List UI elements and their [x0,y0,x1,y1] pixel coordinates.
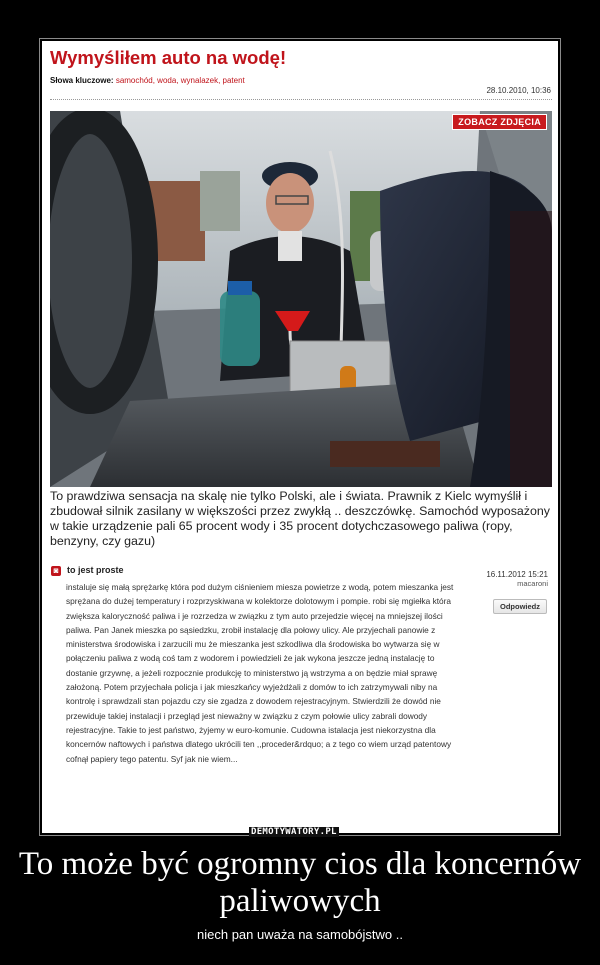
demotivator-frame [42,41,558,833]
comment-icon: ◙ [51,566,61,576]
keywords-links[interactable]: samochód, woda, wynalazek, patent [115,76,245,85]
keywords-label: Słowa kluczowe: [50,76,114,85]
demotivator-subline: niech pan uważa na samobójstwo .. [197,927,403,942]
article-date: 28.10.2010, 10:36 [486,86,551,95]
article-title[interactable]: Wymyśliłem auto na wodę! [50,47,287,68]
reply-button[interactable]: Odpowiedz [493,599,547,614]
article-photo[interactable] [50,111,552,487]
keywords-line [50,76,245,85]
car-interior-photo [50,111,552,487]
comment-author: to jest proste [67,565,124,575]
divider [50,99,552,100]
comment-meta [486,570,548,588]
article-description: To prawdziwa sensacja na skalę nie tylko Polski, ale i świata. Prawnik z Kielc wymyślił i zbudował silnik zasilany w większości przez zwykłą .. deszczówkę. Samochód wyposażony w takie urządzenie pali 65 procent wody i 35 procent dotychczasowego paliwa (ropy, benzyny, czy gazu) [50,489,550,548]
comment-user[interactable]: macaroni [517,579,548,588]
comment-date: 16.11.2012 15:21 [486,570,548,579]
comment-body: instaluje się małą sprężarkę która pod dużym ciśnieniem miesza powietrze z wodą, potem mieszanka jest sprężana do dużej temperatury i rozprzyskiwana w kolektorze dolotowym i pompie. robi się mgiełka która zwiększa kaloryczność paliwa i je rozrzedza w związku z tym auto przejedzie więcej na mniejszej ilości paliwa. Pan Janek mieszka po sąsiedzku, zrobił instalację dla połowy ulicy. Ale przyjechali panowie z ministerstwa środowiska i zarzucili mu że mieszanka jest szkodliwa dla środowiska bo wytwarza się w połączeniu paliwa z wodą coś tam z wodorem i powiedzieli że jak wykona jeszcze jedną instalację to dostanie grzywnę, a jeżeli rozpocznie produkcję to ministerstwo ją wstrzyma a on będzie miał sprawę założoną. Potem przyjechała policja i jak mieszkańcy wyjeżdżali z domów to ich zatrzymywali niby na kontrolę i sprawdzali stan pojazdu czy sie zgadza z dowodem rejestracyjnym. Stwierdzili że dowód nie przewiduje takiej instalacji i przegląd jest nieważny w związku z czym połowie ulicy zabrali dowody rejestracyjne. Takie to jest państwo, żyjemy w euro-komunie. Cudowna istalacja jest niekorzystna dla koncernów naftowych i państwa dlatego ukrócili ten ,,proceder&rdquo; a z tego co wiem urząd patentowy cofnął papiery tego patentu. Syf jak nie wiem... [66,582,454,764]
view-photos-button[interactable]: ZOBACZ ZDJĘCIA [452,114,547,130]
demotivator-headline: To może być ogromny cios dla koncernów paliwowych [18,846,582,919]
site-watermark: DEMOTYWATORY.PL [251,827,337,837]
